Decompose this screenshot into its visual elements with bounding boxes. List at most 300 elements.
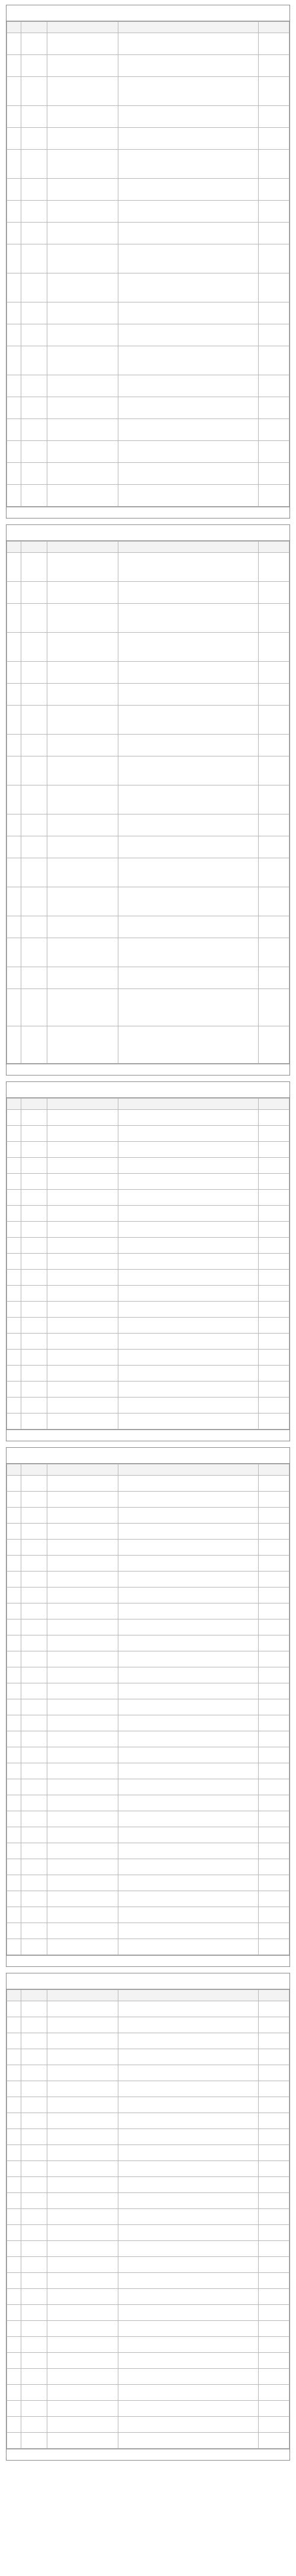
cell-work [118,989,259,1026]
table-row [7,553,289,582]
cell-role [47,1779,118,1795]
cell-role [47,179,118,201]
cell-index [7,375,21,397]
cell-role [47,1254,118,1270]
table-row [7,1747,289,1763]
staff-table [7,1989,289,2449]
cell-work [118,1939,259,1955]
cell-index [7,2097,21,2113]
cell-role [47,2257,118,2273]
cell-work [118,1350,259,1366]
cell-name [21,2017,47,2033]
cell-date [259,582,289,604]
cell-work [118,1715,259,1731]
cell-date [259,1556,289,1572]
cell-role [47,836,118,858]
column-header-date [259,542,289,553]
table-row [7,244,289,273]
cell-date [259,55,289,77]
cell-index [7,1318,21,1334]
cell-date [259,441,289,463]
cell-work [118,1699,259,1715]
cell-name [21,1588,47,1603]
cell-name [21,1635,47,1651]
cell-work [118,1302,259,1318]
cell-work [118,735,259,756]
cell-date [259,1158,289,1174]
column-header-name [21,542,47,553]
cell-date [259,2017,289,2033]
cell-role [47,346,118,375]
cell-index [7,1238,21,1254]
cell-role [47,1110,118,1126]
cell-work [118,1923,259,1939]
cell-role [47,2337,118,2353]
column-header-name [21,1464,47,1476]
cell-work [118,2033,259,2049]
cell-role [47,2001,118,2017]
table-row [7,785,289,814]
cell-work [118,1476,259,1492]
table-row [7,1190,289,1206]
section-footer-note [7,2449,289,2460]
cell-role [47,735,118,756]
cell-date [259,179,289,201]
cell-name [21,1492,47,1508]
table-row [7,1540,289,1556]
section-title [7,525,289,541]
cell-work [118,302,259,324]
cell-role [47,2241,118,2257]
cell-name [21,1619,47,1635]
table-row [7,2289,289,2305]
cell-role [47,1572,118,1588]
cell-role [47,1350,118,1366]
cell-work [118,662,259,684]
cell-name [21,324,47,346]
cell-name [21,1334,47,1350]
column-header-date [259,22,289,33]
cell-date [259,302,289,324]
cell-index [7,2305,21,2321]
table-row [7,2193,289,2209]
cell-index [7,1286,21,1302]
table-row [7,2081,289,2097]
cell-work [118,1811,259,1827]
cell-index [7,2081,21,2097]
cell-index [7,2353,21,2369]
cell-work [118,1366,259,1382]
cell-role [47,2273,118,2289]
cell-date [259,2385,289,2401]
cell-role [47,2017,118,2033]
cell-role [47,2305,118,2321]
cell-work [118,1413,259,1429]
table-header-row [7,1464,289,1476]
cell-work [118,463,259,485]
cell-name [21,1174,47,1190]
cell-date [259,419,289,441]
cell-index [7,273,21,302]
table-row [7,1907,289,1923]
cell-name [21,633,47,662]
cell-role [47,1508,118,1524]
cell-index [7,2241,21,2257]
cell-name [21,2113,47,2129]
cell-name [21,1158,47,1174]
cell-index [7,1683,21,1699]
cell-index [7,2145,21,2161]
table-row [7,2369,289,2385]
cell-work [118,1667,259,1683]
cell-name [21,201,47,223]
cell-work [118,2209,259,2225]
cell-role [47,1715,118,1731]
cell-date [259,1270,289,1286]
section-footer-note [7,1064,289,1075]
cell-name [21,150,47,179]
cell-work [118,485,259,507]
table-row [7,2209,289,2225]
cell-date [259,463,289,485]
cell-index [7,1476,21,1492]
cell-work [118,1843,259,1859]
table-row [7,1811,289,1827]
cell-work [118,2241,259,2257]
table-row [7,938,289,967]
cell-name [21,1476,47,1492]
cell-date [259,1683,289,1699]
cell-role [47,785,118,814]
cell-name [21,1891,47,1907]
cell-date [259,858,289,887]
cell-role [47,419,118,441]
cell-index [7,2385,21,2401]
cell-work [118,1206,259,1222]
cell-role [47,55,118,77]
cell-name [21,2033,47,2049]
cell-work [118,1747,259,1763]
cell-date [259,553,289,582]
cell-work [118,553,259,582]
cell-role [47,662,118,684]
cell-name [21,1683,47,1699]
cell-name [21,2209,47,2225]
cell-index [7,1556,21,1572]
cell-role [47,938,118,967]
cell-role [47,485,118,507]
cell-name [21,2417,47,2433]
cell-date [259,814,289,836]
cell-work [118,1588,259,1603]
cell-index [7,33,21,55]
cell-index [7,756,21,785]
cell-index [7,1795,21,1811]
document-page [6,0,290,2461]
cell-work [118,1174,259,1190]
cell-name [21,1540,47,1556]
cell-work [118,1731,259,1747]
table-row [7,106,289,128]
cell-name [21,346,47,375]
table-row [7,1843,289,1859]
table-row [7,397,289,419]
cell-work [118,1779,259,1795]
cell-role [47,2369,118,2385]
cell-name [21,2321,47,2337]
cell-date [259,150,289,179]
cell-name [21,735,47,756]
cell-date [259,1382,289,1398]
cell-index [7,2177,21,2193]
cell-work [118,1222,259,1238]
cell-date [259,106,289,128]
cell-index [7,684,21,706]
table-row [7,2241,289,2257]
cell-index [7,1779,21,1795]
column-header-role [47,22,118,33]
cell-role [47,1843,118,1859]
cell-name [21,1110,47,1126]
cell-role [47,77,118,106]
table-row [7,1286,289,1302]
table-row [7,1923,289,1939]
cell-date [259,1476,289,1492]
cell-date [259,1238,289,1254]
cell-date [259,128,289,150]
cell-role [47,2161,118,2177]
cell-index [7,2257,21,2273]
cell-work [118,375,259,397]
staff-table [7,541,289,1064]
cell-index [7,2161,21,2177]
cell-index [7,989,21,1026]
cell-work [118,201,259,223]
cell-work [118,1126,259,1142]
cell-date [259,887,289,916]
cell-date [259,1603,289,1619]
cell-date [259,1206,289,1222]
cell-date [259,1492,289,1508]
cell-date [259,1254,289,1270]
cell-work [118,2017,259,2033]
cell-role [47,1683,118,1699]
cell-work [118,785,259,814]
cell-role [47,604,118,633]
cell-date [259,633,289,662]
cell-name [21,938,47,967]
cell-date [259,2209,289,2225]
cell-index [7,553,21,582]
table-row [7,1334,289,1350]
cell-date [259,989,289,1026]
table-row [7,1715,289,1731]
cell-role [47,706,118,735]
cell-date [259,2081,289,2097]
cell-index [7,785,21,814]
table-row [7,55,289,77]
cell-name [21,55,47,77]
cell-date [259,1588,289,1603]
cell-role [47,2065,118,2081]
cell-date [259,1891,289,1907]
cell-name [21,2145,47,2161]
cell-date [259,2177,289,2193]
cell-name [21,2177,47,2193]
cell-date [259,1334,289,1350]
cell-date [259,397,289,419]
cell-name [21,375,47,397]
cell-date [259,485,289,507]
cell-date [259,77,289,106]
cell-work [118,2193,259,2209]
column-header-date [259,1099,289,1110]
cell-index [7,2401,21,2417]
cell-name [21,1939,47,1955]
cell-work [118,2401,259,2417]
cell-work [118,1859,259,1875]
cell-date [259,1110,289,1126]
cell-index [7,1382,21,1398]
table-row [7,441,289,463]
cell-role [47,2225,118,2241]
cell-role [47,1811,118,1827]
cell-date [259,1715,289,1731]
cell-work [118,2113,259,2129]
cell-date [259,324,289,346]
table-row [7,2401,289,2417]
cell-role [47,1382,118,1398]
table-row [7,1588,289,1603]
cell-role [47,633,118,662]
table-row [7,77,289,106]
cell-index [7,1492,21,1508]
cell-index [7,302,21,324]
cell-work [118,1795,259,1811]
section-title [7,1973,289,1989]
table-row [7,2161,289,2177]
cell-date [259,1572,289,1588]
cell-role [47,1603,118,1619]
cell-name [21,2193,47,2209]
cell-role [47,223,118,244]
cell-index [7,1413,21,1429]
table-row [7,2305,289,2321]
column-header-index [7,1990,21,2001]
cell-date [259,2065,289,2081]
cell-date [259,735,289,756]
cell-name [21,2289,47,2305]
cell-work [118,1875,259,1891]
table-row [7,2097,289,2113]
cell-role [47,553,118,582]
cell-index [7,1142,21,1158]
cell-date [259,1026,289,1064]
cell-index [7,1302,21,1318]
cell-index [7,1524,21,1540]
section-title [7,5,289,21]
cell-index [7,1651,21,1667]
cell-role [47,2081,118,2097]
cell-role [47,1318,118,1334]
cell-date [259,1827,289,1843]
cell-work [118,814,259,836]
cell-role [47,756,118,785]
column-header-work [118,542,259,553]
cell-index [7,604,21,633]
cell-role [47,1206,118,1222]
cell-role [47,441,118,463]
cell-name [21,2257,47,2273]
cell-name [21,244,47,273]
column-header-work [118,1990,259,2001]
table-row [7,684,289,706]
cell-work [118,1827,259,1843]
cell-index [7,2209,21,2225]
cell-name [21,77,47,106]
cell-role [47,1222,118,1238]
cell-index [7,2065,21,2081]
cell-date [259,2129,289,2145]
cell-work [118,1603,259,1619]
table-row [7,1222,289,1238]
section-footer-note [7,1955,289,1966]
cell-index [7,1667,21,1683]
cell-date [259,2353,289,2369]
cell-index [7,1540,21,1556]
cell-role [47,1476,118,1492]
cell-work [118,1382,259,1398]
cell-name [21,2065,47,2081]
cell-work [118,55,259,77]
cell-work [118,1540,259,1556]
cell-date [259,2401,289,2417]
cell-date [259,785,289,814]
table-row [7,1142,289,1158]
cell-index [7,1572,21,1588]
cell-date [259,2305,289,2321]
table-row [7,1875,289,1891]
cell-index [7,441,21,463]
cell-date [259,836,289,858]
cell-name [21,223,47,244]
cell-index [7,1923,21,1939]
cell-name [21,1827,47,1843]
cell-name [21,2353,47,2369]
staff-table [7,1464,289,1955]
cell-name [21,1366,47,1382]
cell-date [259,706,289,735]
cell-work [118,2433,259,2449]
cell-name [21,604,47,633]
table-row [7,2049,289,2065]
cell-name [21,1859,47,1875]
cell-role [47,2289,118,2305]
table-row [7,273,289,302]
cell-index [7,1334,21,1350]
cell-date [259,1524,289,1540]
column-header-role [47,1464,118,1476]
table-row [7,887,289,916]
cell-role [47,582,118,604]
cell-index [7,223,21,244]
cell-name [21,2385,47,2401]
cell-role [47,2417,118,2433]
cell-date [259,1413,289,1429]
cell-name [21,1398,47,1413]
cell-role [47,1907,118,1923]
table-row [7,1302,289,1318]
